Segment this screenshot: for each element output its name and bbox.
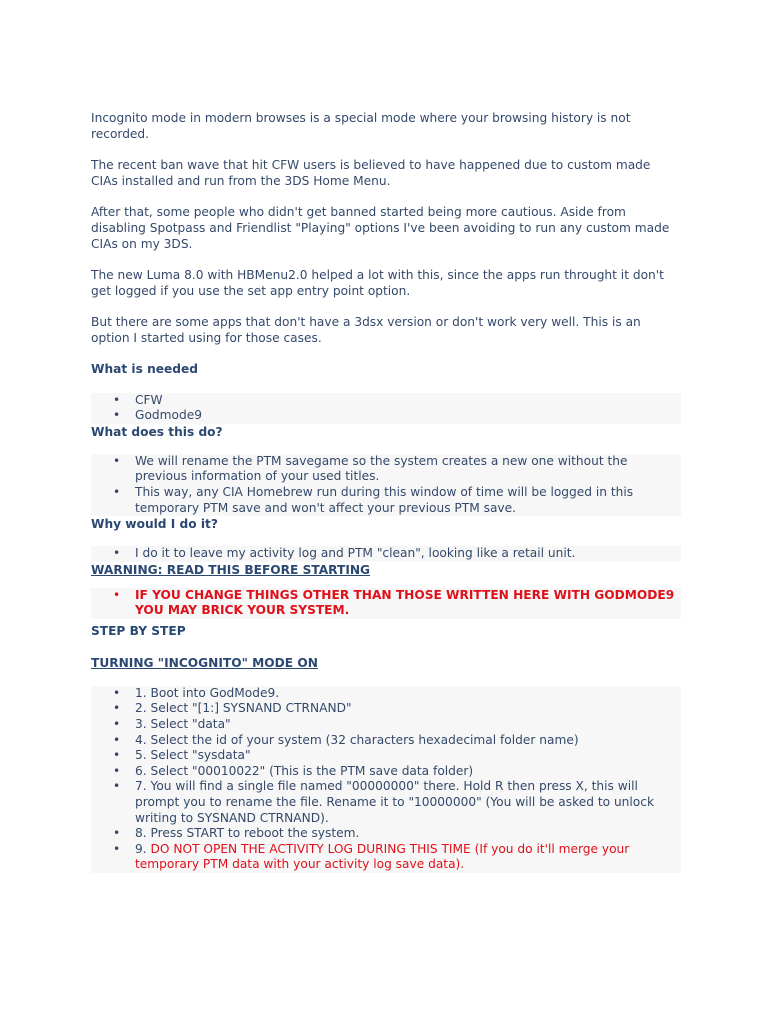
bullet-icon: • [113, 484, 121, 499]
bullet-icon: • [113, 763, 121, 778]
intro-paragraph-1: Incognito mode in modern browses is a special mode where your browsing history is not recorded. [91, 111, 631, 141]
what-does-this-do-heading: What does this do? [91, 424, 223, 439]
list-item-text: We will rename the PTM savegame so the system creates a new one without the previous information of your used titles. [135, 453, 628, 484]
list-item [91, 826, 681, 842]
does-list [91, 454, 681, 516]
bullet-icon: • [113, 392, 121, 407]
list-item [91, 408, 681, 424]
list-item [91, 733, 681, 749]
list-item [91, 393, 681, 409]
list-item [91, 485, 681, 516]
bullet-icon: • [113, 587, 121, 602]
step-text: 2. Select "[1:] SYSNAND CTRNAND" [135, 701, 352, 716]
list-item [91, 454, 681, 485]
bullet-icon: • [113, 841, 121, 856]
bullet-icon: • [113, 717, 121, 732]
needed-list [91, 393, 681, 424]
bullet-icon: • [113, 546, 121, 561]
step-text: 1. Boot into GodMode9. [135, 685, 280, 700]
list-item-text: I do it to leave my activity log and PTM "clean", looking like a retail unit. [135, 546, 576, 561]
step-warning-text: DO NOT OPEN THE ACTIVITY LOG DURING THIS TIME [150, 841, 471, 856]
turning-incognito-on-heading: TURNING "INCOGNITO" MODE ON [91, 655, 318, 670]
list-item [91, 588, 681, 619]
why-list [91, 546, 681, 562]
intro-paragraph-2: The recent ban wave that hit CFW users is believed to have happened due to custom made CIAs installed and run from the 3DS Home Menu. [91, 158, 651, 188]
list-item-text: CFW [135, 392, 163, 407]
document-body [91, 111, 681, 873]
list-item [91, 779, 681, 826]
bullet-icon: • [113, 826, 121, 841]
list-item [91, 686, 681, 702]
bullet-icon: • [113, 779, 121, 794]
list-item-text: This way, any CIA Homebrew run during this window of time will be logged in this temporary PTM save and won't affect your previous PTM save. [135, 484, 634, 515]
steps-list [91, 686, 681, 873]
step-number: 9. [135, 841, 151, 856]
list-item [91, 842, 681, 873]
what-is-needed-heading: What is needed [91, 361, 199, 376]
why-would-i-do-it-heading: Why would I do it? [91, 517, 218, 532]
bullet-icon: • [113, 732, 121, 747]
step-text: 7. You will find a single file named "00000000" there. Hold R then press X, this will prompt you to rename the file. Rename it to "10000000" (You will be asked to unlock writing to SYSNAND CTRNAND). [135, 779, 655, 825]
list-item [91, 717, 681, 733]
step-text: 6. Select "00010022" (This is the PTM save data folder) [135, 763, 474, 778]
bullet-icon: • [113, 685, 121, 700]
bullet-icon: • [113, 408, 121, 423]
bullet-icon: • [113, 701, 121, 716]
warning-text: IF YOU CHANGE THINGS OTHER THAN THOSE WRITTEN HERE WITH GODMODE9 YOU MAY BRICK YOUR SYSTEM. [135, 587, 675, 618]
step-text: 5. Select "sysdata" [135, 748, 251, 763]
step-text: 3. Select "data" [135, 717, 231, 732]
intro-paragraph-3: After that, some people who didn't get banned started being more cautious. Aside from disabling Spotpass and Friendlist "Playing" options I've been avoiding to run any custom made CIAs on my 3DS. [91, 205, 670, 251]
step-text: 4. Select the id of your system (32 characters hexadecimal folder name) [135, 732, 579, 747]
list-item [91, 764, 681, 780]
step-rest-text: (If you do it'll merge your temporary PTM data with your activity log save data). [135, 841, 630, 872]
step-by-step-heading: STEP BY STEP [91, 623, 186, 638]
list-item-text: Godmode9 [135, 408, 202, 423]
intro-paragraph-4: The new Luma 8.0 with HBMenu2.0 helped a lot with this, since the apps run throught it don't get logged if you use the set app entry point option. [91, 268, 664, 298]
warning-list [91, 588, 681, 619]
list-item [91, 748, 681, 764]
bullet-icon: • [113, 453, 121, 468]
warning-heading: WARNING: READ THIS BEFORE STARTING [91, 562, 371, 577]
bullet-icon: • [113, 748, 121, 763]
list-item [91, 701, 681, 717]
step-text: 8. Press START to reboot the system. [135, 826, 360, 841]
list-item [91, 546, 681, 562]
intro-paragraph-5: But there are some apps that don't have a 3dsx version or don't work very well. This is an option I started using for those cases. [91, 315, 641, 345]
